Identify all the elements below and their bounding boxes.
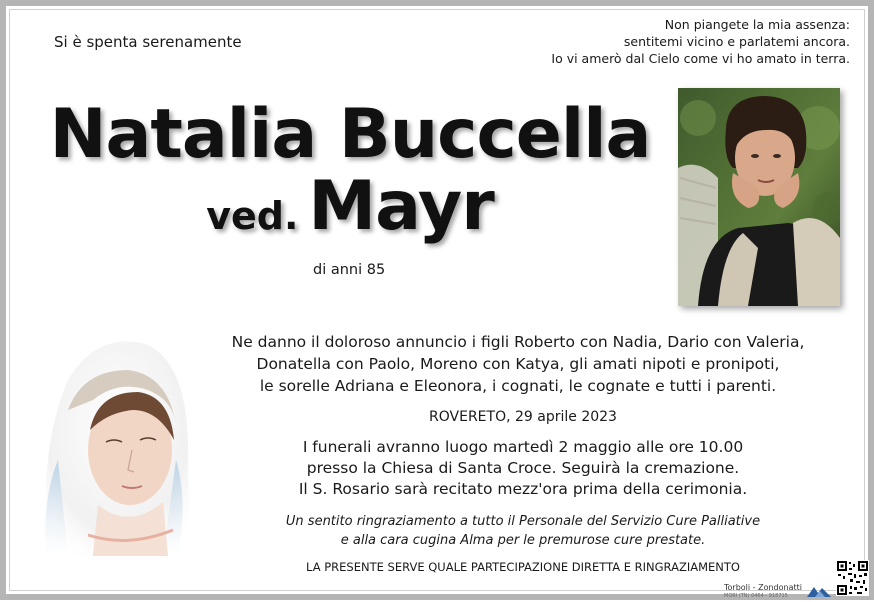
married-surname: Mayr (308, 167, 494, 246)
intro-text: Si è spenta serenamente (54, 33, 242, 51)
madonna-image (38, 330, 190, 556)
widow-prefix: ved. (206, 194, 299, 238)
brand-details: MORI (TN) 0464 - 918715 (724, 593, 788, 599)
thanks-note (200, 512, 846, 550)
announcement (200, 331, 836, 397)
thanks-line: e alla cara cugina Alma per le premurose cure prestate. (340, 533, 706, 548)
announcement-line: le sorelle Adriana e Eleonora, i cognati, le cognate e tutti i parenti. (259, 377, 777, 395)
thanks-line: Un sentito ringraziamento a tutto il Personale del Servizio Cure Palliative (285, 514, 761, 529)
funeral-line: Il S. Rosario sarà recitato mezz'ora prima della cerimonia. (298, 480, 748, 498)
brand-name: Torboli - Zondonatti (724, 583, 802, 592)
portrait-photo (678, 88, 840, 306)
quote-line: Io vi amerò dal Cielo come vi ho amato in terra. (551, 51, 850, 66)
quote-line: Non piangete la mia assenza: (664, 17, 850, 32)
deceased-name: Natalia Buccella (49, 95, 651, 174)
funeral-home-brand (724, 583, 802, 601)
qr-code-icon[interactable] (836, 560, 869, 596)
deceased-married-name (0, 167, 700, 246)
footer-notice: LA PRESENTE SERVE QUALE PARTECIPAZIONE DIRETTA E RINGRAZIAMENTO (306, 560, 740, 574)
age-text: di anni 85 (313, 262, 386, 278)
quote-line: sentitemi vicino e parlatemi ancora. (623, 34, 850, 49)
funeral-line: I funerali avranno luogo martedì 2 maggio alle ore 10.00 (302, 438, 744, 456)
place-date: ROVERETO, 29 aprile 2023 (429, 409, 617, 425)
epitaph-quote (551, 16, 850, 67)
announcement-line: Donatella con Paolo, Moreno con Katya, gli amati nipoti e pronipoti, (256, 355, 780, 373)
announcement-line: Ne danno il doloroso annuncio i figli Roberto con Nadia, Dario con Valeria, (231, 333, 805, 351)
funeral-details (200, 437, 846, 500)
funeral-line: presso la Chiesa di Santa Croce. Seguirà la cremazione. (306, 459, 740, 477)
brand-logo-icon (806, 583, 832, 596)
